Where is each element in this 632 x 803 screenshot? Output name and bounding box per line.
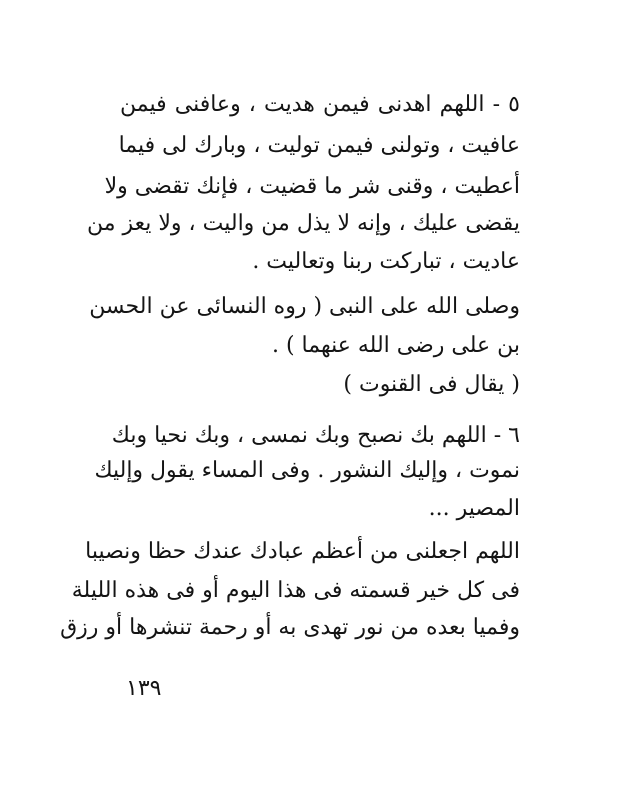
paragraph-5-line-4: يقضى عليك ، وإنه لا يذل من واليت ، ولا يعز من <box>86 211 520 236</box>
paragraph-salla-line-1: وصلى الله على النبى ( روه النسائى عن الحسن <box>89 294 520 319</box>
paragraph-dua-line-2: فى كل خير قسمته فى هذا اليوم أو فى هذه الليلة <box>71 578 520 603</box>
paragraph-5-line-1: ٥ - اللهم اهدنى فيمن هديت ، وعافنى فيمن <box>120 92 520 117</box>
page-number: ١٣٩ <box>126 676 162 701</box>
paragraph-6-line-2: نموت ، وإليك النشور . وفى المساء يقول وإليك <box>94 458 520 483</box>
paragraph-5-line-5: عاديت ، تباركت ربنا وتعاليت . <box>252 249 520 274</box>
paragraph-5-line-3: أعطيت ، وقنى شر ما قضيت ، فإنك تقضى ولا <box>104 174 520 199</box>
paragraph-6-line-1: ٦ - اللهم بك نصبح وبك نمسى ، وبك نحيا وبك <box>111 423 520 448</box>
paragraph-5-line-2: عافيت ، وتولنى فيمن توليت ، وبارك لى فيما <box>118 133 520 158</box>
section-heading: ( يقال فى القنوت ) <box>343 372 520 397</box>
paragraph-salla-line-2: بن على رضى الله عنهما ) . <box>271 333 520 358</box>
paragraph-dua-line-1: اللهم اجعلنى من أعظم عبادك عندك حظا ونصيبا <box>85 539 520 564</box>
paragraph-dua-line-3: وفميا بعده من نور تهدى به أو رحمة تنشرها أو رزق <box>60 615 520 640</box>
paragraph-6-line-3: المصير ... <box>428 496 520 521</box>
